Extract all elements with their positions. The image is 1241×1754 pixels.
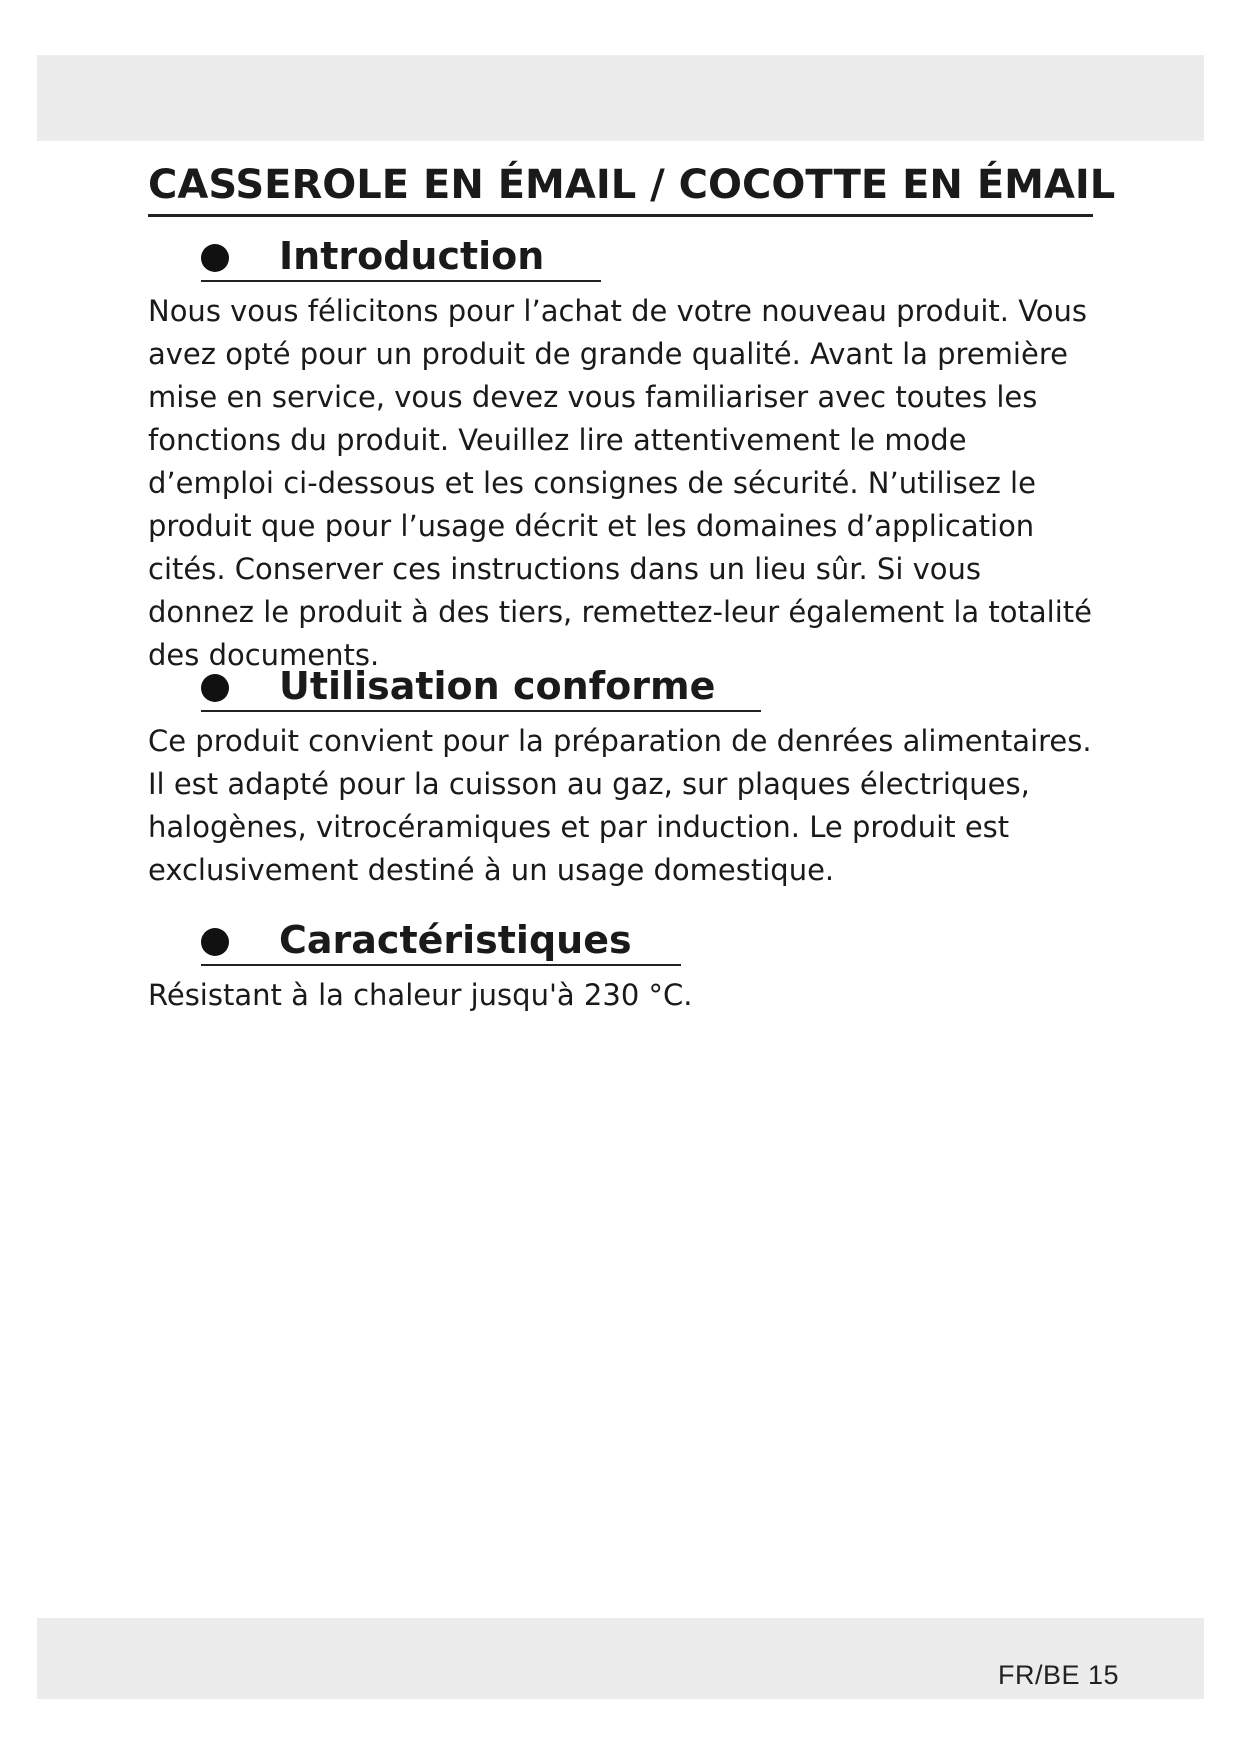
- heading-underline: [201, 280, 601, 282]
- bullet-icon: [201, 244, 229, 272]
- section-body-introduction: Nous vous félicitons pour l’achat de votre nouveau produit. Vous avez opté pour un produit de grande qualité. Avant la première mise en service, vous devez vous familiariser avec toutes les fonctions du produit. Veuillez lire attentivement le mode d’emploi ci-dessous et les consignes de sécurité. N’utilisez le produit que pour l’usage décrit et les domaines d’application cités. Conserver ces instructions dans un lieu sûr. Si vous donnez le produit à des tiers, remettez-leur également la totalité des documents.: [148, 294, 1093, 672]
- section-heading: [148, 916, 1093, 968]
- heading-underline: [201, 710, 761, 712]
- section-heading: [148, 232, 1093, 284]
- section-introduction: [148, 232, 1093, 677]
- page-title: CASSEROLE EN ÉMAIL / COCOTTE EN ÉMAIL: [148, 160, 1093, 217]
- section-title-caracteristiques: Caractéristiques: [279, 918, 632, 962]
- section-heading: [148, 662, 1093, 714]
- page-number: FR/BE 15: [997, 1660, 1119, 1690]
- section-body-caracteristiques: Résistant à la chaleur jusqu'à 230 °C.: [148, 978, 693, 1012]
- bullet-icon: [201, 928, 229, 956]
- section-title-utilisation-conforme: Utilisation conforme: [279, 664, 716, 708]
- section-body-utilisation-conforme: Ce produit convient pour la préparation de denrées alimentaires. Il est adapté pour la cuisson au gaz, sur plaques électriques, halogènes, vitrocéramiques et par induction. Le produit est exclusivement destiné à un usage domestique.: [148, 724, 1092, 887]
- section-caracteristiques: [148, 916, 1093, 1017]
- heading-underline: [201, 964, 681, 966]
- section-utilisation-conforme: [148, 662, 1093, 892]
- section-title-introduction: Introduction: [279, 234, 545, 278]
- bullet-icon: [201, 674, 229, 702]
- page-header-band: [37, 55, 1204, 141]
